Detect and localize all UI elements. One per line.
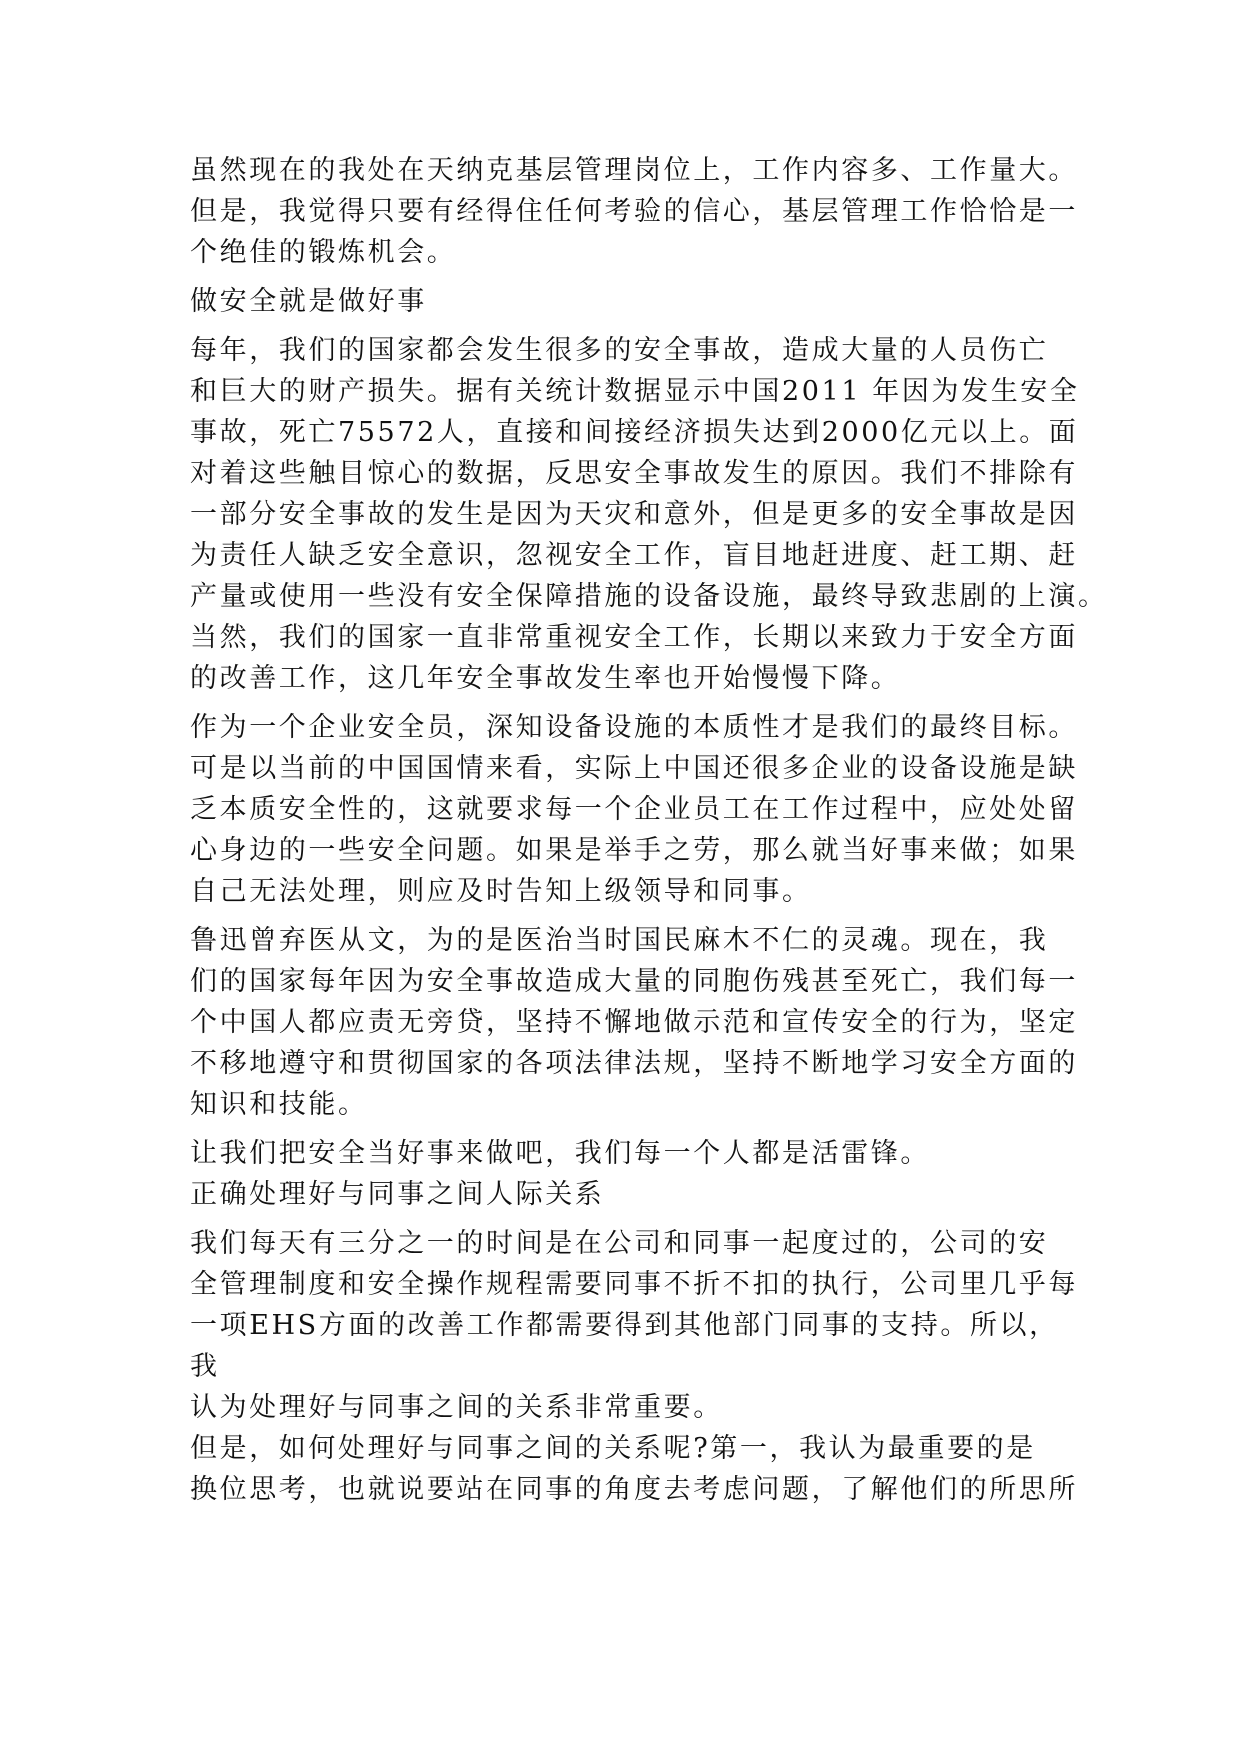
text-line: 作为一个企业安全员，深知设备设施的本质性才是我们的最终目标。 — [190, 712, 1078, 743]
text-line: 产量或使用一些没有安全保障措施的设备设施，最终导致悲剧的上演。 — [190, 581, 1108, 612]
paragraph-gap — [190, 1125, 1060, 1133]
paragraph-lei-feng — [190, 1133, 1060, 1174]
text-line: 换位思考，也就说要站在同事的角度去考虑问题，了解他们的所思所 — [190, 1474, 1078, 1505]
text-line: 对着这些触目惊心的数据，反思安全事故发生的原因。我们不排除有 — [190, 458, 1078, 489]
text-line: 一部分安全事故的发生是因为天灾和意外，但是更多的安全事故是因 — [190, 499, 1078, 530]
paragraph-lu-xun — [190, 920, 1078, 1125]
text-line: 每年，我们的国家都会发生很多的安全事故，造成大量的人员伤亡 — [190, 335, 1049, 366]
heading-text: 做安全就是做好事 — [190, 286, 427, 317]
text-line: 但是，我觉得只要有经得住任何考验的信心，基层管理工作恰恰是一 — [190, 196, 1078, 227]
paragraph-colleague-time — [190, 1223, 1078, 1428]
text-line: 个中国人都应责无旁贷，坚持不懈地做示范和宣传安全的行为，坚定 — [190, 1007, 1078, 1038]
text-line: 知识和技能。 — [190, 1089, 368, 1120]
text-line: 们的国家每年因为安全事故造成大量的同胞伤残甚至死亡，我们每一 — [190, 966, 1078, 997]
text-line: 认为处理好与同事之间的关系非常重要。 — [190, 1392, 723, 1423]
paragraph-gap — [190, 912, 1060, 920]
text-line: 但是，如何处理好与同事之间的关系呢?第一，我认为最重要的是 — [190, 1433, 1036, 1464]
text-line: 当然，我们的国家一直非常重视安全工作，长期以来致力于安全方面 — [190, 622, 1078, 653]
paragraph-empathy — [190, 1428, 1078, 1510]
paragraph-basic-management — [190, 150, 1078, 273]
text-line: 乏本质安全性的，这就要求每一个企业员工在工作过程中，应处处留 — [190, 794, 1078, 825]
paragraph-gap — [190, 273, 1060, 281]
paragraph-gap — [190, 1215, 1060, 1223]
section-heading-colleague-relations — [190, 1174, 1060, 1215]
text-line: 和巨大的财产损失。据有关统计数据显示中国2011 年因为发生安全 — [190, 376, 1080, 407]
text-line: 一项EHS方面的改善工作都需要得到其他部门同事的支持。所以， — [190, 1310, 1059, 1341]
text-line: 我们每天有三分之一的时间是在公司和同事一起度过的，公司的安 — [190, 1228, 1049, 1259]
text-line: 为责任人缺乏安全意识，忽视安全工作，盲目地赶进度、赶工期、赶 — [190, 540, 1078, 571]
paragraph-gap — [190, 699, 1060, 707]
text-line: 我 — [190, 1351, 220, 1382]
text-line: 个绝佳的锻炼机会。 — [190, 237, 457, 268]
text-line: 心身边的一些安全问题。如果是举手之劳，那么就当好事来做；如果 — [190, 835, 1078, 866]
paragraph-accident-statistics — [190, 330, 1108, 699]
text-line: 的改善工作，这几年安全事故发生率也开始慢慢下降。 — [190, 663, 901, 694]
text-line: 让我们把安全当好事来做吧，我们每一个人都是活雷锋。 — [190, 1138, 930, 1169]
text-line: 自己无法处理，则应及时告知上级领导和同事。 — [190, 876, 812, 907]
text-line: 不移地遵守和贯彻国家的各项法律法规，坚持不断地学习安全方面的 — [190, 1048, 1078, 1079]
section-heading-safety-good-deed — [190, 281, 1060, 322]
text-line: 鲁迅曾弃医从文，为的是医治当时国民麻木不仁的灵魂。现在，我 — [190, 925, 1049, 956]
text-line: 事故，死亡75572人，直接和间接经济损失达到2000亿元以上。面 — [190, 417, 1079, 448]
text-line: 虽然现在的我处在天纳克基层管理岗位上，工作内容多、工作量大。 — [190, 155, 1078, 186]
paragraph-safety-officer — [190, 707, 1078, 912]
heading-text: 正确处理好与同事之间人际关系 — [190, 1179, 605, 1210]
text-line: 全管理制度和安全操作规程需要同事不折不扣的执行，公司里几乎每 — [190, 1269, 1078, 1300]
document-page — [190, 150, 1108, 1510]
text-line: 可是以当前的中国国情来看，实际上中国还很多企业的设备设施是缺 — [190, 753, 1078, 784]
paragraph-gap — [190, 322, 1060, 330]
